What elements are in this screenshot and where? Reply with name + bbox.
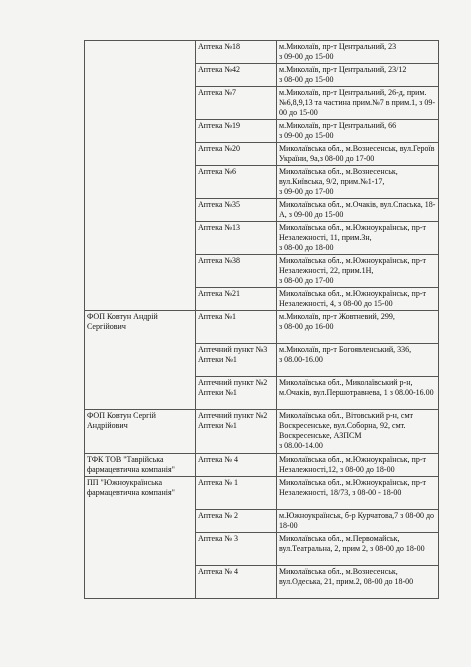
address-cell: Миколаївська обл., Миколаївський р-н, м.Очаків, вул.Першотравнева, 1 з 08.00-16.00 <box>277 377 439 410</box>
pharmacy-name-cell: Аптека №20 <box>196 143 277 166</box>
pharmacy-name-cell: Аптечний пункт №2 Аптеки №1 <box>196 377 277 410</box>
table-row <box>85 454 439 477</box>
pharmacy-table-body <box>85 41 439 599</box>
address-cell: м.Миколаїв, пр-т Центральний, 23 з 09-00 до 15-00 <box>277 41 439 64</box>
address-cell: Миколаївська обл., м.Южноукраїнськ, пр-т Незалежності, 11, прим.3н, з 08-00 до 18-00 <box>277 222 439 255</box>
table-row <box>85 311 439 344</box>
pharmacy-name-cell: Аптека №21 <box>196 288 277 311</box>
owner-cell <box>85 41 196 311</box>
pharmacy-name-cell: Аптека №35 <box>196 199 277 222</box>
owner-cell: ТФК ТОВ "Таврійська фармацевтична компанія" <box>85 454 196 477</box>
table-row <box>85 41 439 64</box>
address-cell: Миколаївська обл., м.Первомайськ, вул.Театральна, 2, прим 2, з 08-00 до 18-00 <box>277 533 439 566</box>
address-cell: Миколаївська обл., м.Вознесенськ, вул.Одеська, 21, прим.2, 08-00 до 18-00 <box>277 566 439 599</box>
pharmacy-name-cell: Аптека №1 <box>196 311 277 344</box>
address-cell: м.Миколаїв, пр-т Центральний, 66 з 09-00 до 15-00 <box>277 120 439 143</box>
owner-cell: ФОП Ковтун Андрій Сергійович <box>85 311 196 410</box>
pharmacy-name-cell: Аптека №42 <box>196 64 277 87</box>
pharmacy-name-cell: Аптечний пункт №3 Аптеки №1 <box>196 344 277 377</box>
address-cell: Миколаївська обл., м.Южноукраїнськ, пр-т Незалежності, 18/73, з 08-00 - 18-00 <box>277 477 439 510</box>
pharmacy-table <box>84 40 439 599</box>
pharmacy-name-cell: Аптека №6 <box>196 166 277 199</box>
address-cell: м.Миколаїв, пр-т Жовтневий, 299, з 08-00 до 16-00 <box>277 311 439 344</box>
pharmacy-name-cell: Аптека № 3 <box>196 533 277 566</box>
owner-cell: ФОП Ковтун Сергій Андрійович <box>85 410 196 454</box>
pharmacy-name-cell: Аптека № 2 <box>196 510 277 533</box>
address-cell: Миколаївська обл., м.Очаків, вул.Спаська, 18-А, з 09-00 до 15-00 <box>277 199 439 222</box>
address-cell: м.Миколаїв, пр-т Центральний, 23/12 з 08-00 до 15-00 <box>277 64 439 87</box>
address-cell: м.Миколаїв, пр-т Богоявленський, 336, з 08.00-16.00 <box>277 344 439 377</box>
pharmacy-name-cell: Аптека №18 <box>196 41 277 64</box>
address-cell: Миколаївська обл., м.Южноукраїнськ, пр-т Незалежності,12, з 08-00 до 18-00 <box>277 454 439 477</box>
address-cell: Миколаївська обл., м.Вознесенськ, вул.Героїв України, 9а,з 08-00 до 17-00 <box>277 143 439 166</box>
address-cell: Миколаївська обл., м.Южноукраїнськ, пр-т Незалежності, 4, з 08-00 до 15-00 <box>277 288 439 311</box>
pharmacy-name-cell: Аптека № 4 <box>196 566 277 599</box>
pharmacy-name-cell: Аптека № 4 <box>196 454 277 477</box>
address-cell: Миколаївська обл., м.Вознесенськ, вул.Київська, 9/2, прим.№1-17, з 09-00 до 17-00 <box>277 166 439 199</box>
pharmacy-name-cell: Аптека №19 <box>196 120 277 143</box>
pharmacy-name-cell: Аптека № 1 <box>196 477 277 510</box>
pharmacy-name-cell: Аптека №38 <box>196 255 277 288</box>
address-cell: м.Южноукраїнськ, б-р Курчатова,7 з 08-00 до 18-00 <box>277 510 439 533</box>
address-cell: Миколаївська обл., Вітовський р-н, смт Воскресенське, вул.Соборна, 92, смт. Воскресенське, АЗПСМ з 08.00-14.00 <box>277 410 439 454</box>
address-cell: м.Миколаїв, пр-т Центральний, 26-д, прим.№6,8,9,13 та частина прим.№7 в прим.1, з 09-00 до 15-00 <box>277 87 439 120</box>
address-cell: Миколаївська обл., м.Южноукраїнськ, пр-т Незалежності, 22, прим.1Н, з 08-00 до 17-00 <box>277 255 439 288</box>
pharmacy-name-cell: Аптечний пункт №2 Аптеки №1 <box>196 410 277 454</box>
pharmacy-name-cell: Аптека №13 <box>196 222 277 255</box>
owner-cell: ПП "Южноукраїнська фармацевтична компанія" <box>85 477 196 599</box>
pharmacy-name-cell: Аптека №7 <box>196 87 277 120</box>
table-row <box>85 410 439 454</box>
table-row <box>85 477 439 510</box>
